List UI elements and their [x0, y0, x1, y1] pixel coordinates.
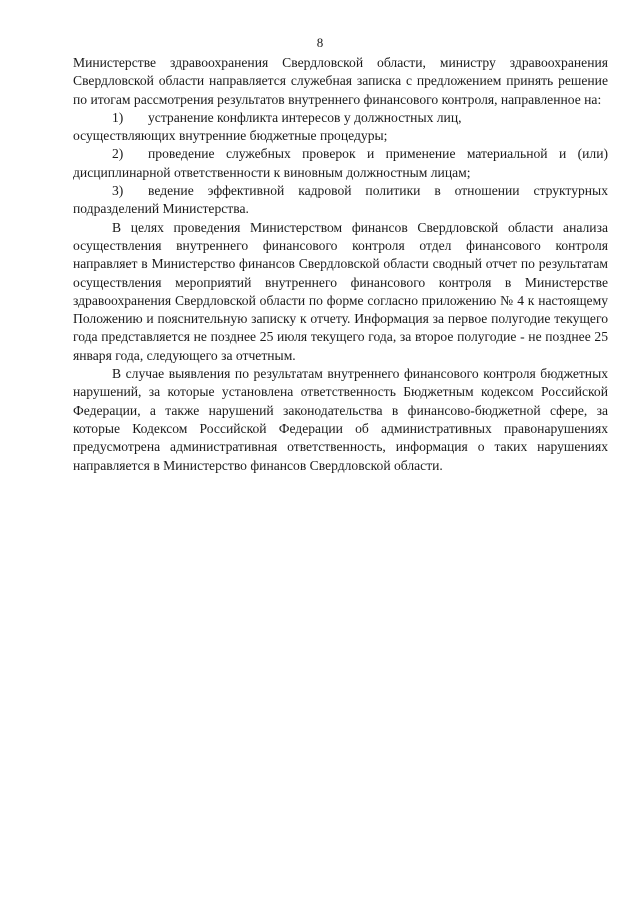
list-item-2-number: 2)	[112, 146, 124, 162]
list-item-1-number: 1)	[112, 109, 124, 125]
page-number: 8	[316, 35, 324, 50]
intro-paragraph: Министерстве здравоохранения Свердловской области, министру здравоохранения Свердловской области направляется служебная записка с предложением принять решение по итогам рассмотрения результатов внутреннего финансового контроля, направленное на:	[73, 55, 608, 107]
list-item-3	[73, 182, 608, 219]
list-item-3-number: 3)	[112, 183, 124, 199]
list-item-1-tail: осуществляющих внутренние бюджетные процедуры;	[73, 128, 388, 144]
list-item-1-text: устранение конфликта интересов у должностных лиц,	[148, 109, 462, 125]
list-item-1	[73, 109, 608, 146]
paragraph-report: В целях проведения Министерством финансов Свердловской области анализа осуществления внутреннего финансового контроля отдел финансового контроля направляет в Министерство финансов Свердловской области сводный отчет по результатам осуществления мероприятий внутреннего финансового контроля в Министерстве здравоохранения Свердловской области по форме согласно приложению № 4 к настоящему Положению и пояснительную записку к отчету. Информация за первое полугодие текущего года представляется не позднее 25 июля текущего года, за второе полугодие - не позднее 25 января года, следующего за отчетным.	[73, 219, 608, 363]
list-item-2-text: проведение служебных проверок и применение материальной и (или) дисциплинарной ответственности к виновным должностным лицам;	[73, 146, 608, 180]
document-body	[73, 54, 608, 475]
paragraph-violations: В случае выявления по результатам внутреннего финансового контроля бюджетных нарушений, за которые установлена ответственность Бюджетным кодексом Российской Федерации, а также нарушений законодательства в финансово-бюджетной сфере, за которые Кодексом Российской Федерации об административных правонарушениях предусмотрена административная ответственность, информация о таких нарушениях направляется в Министерство финансов Свердловской области.	[73, 366, 608, 473]
list-item-3-text: ведение эффективной кадровой политики в отношении структурных подразделений Министерства.	[73, 183, 608, 217]
list-item-2	[73, 145, 608, 182]
